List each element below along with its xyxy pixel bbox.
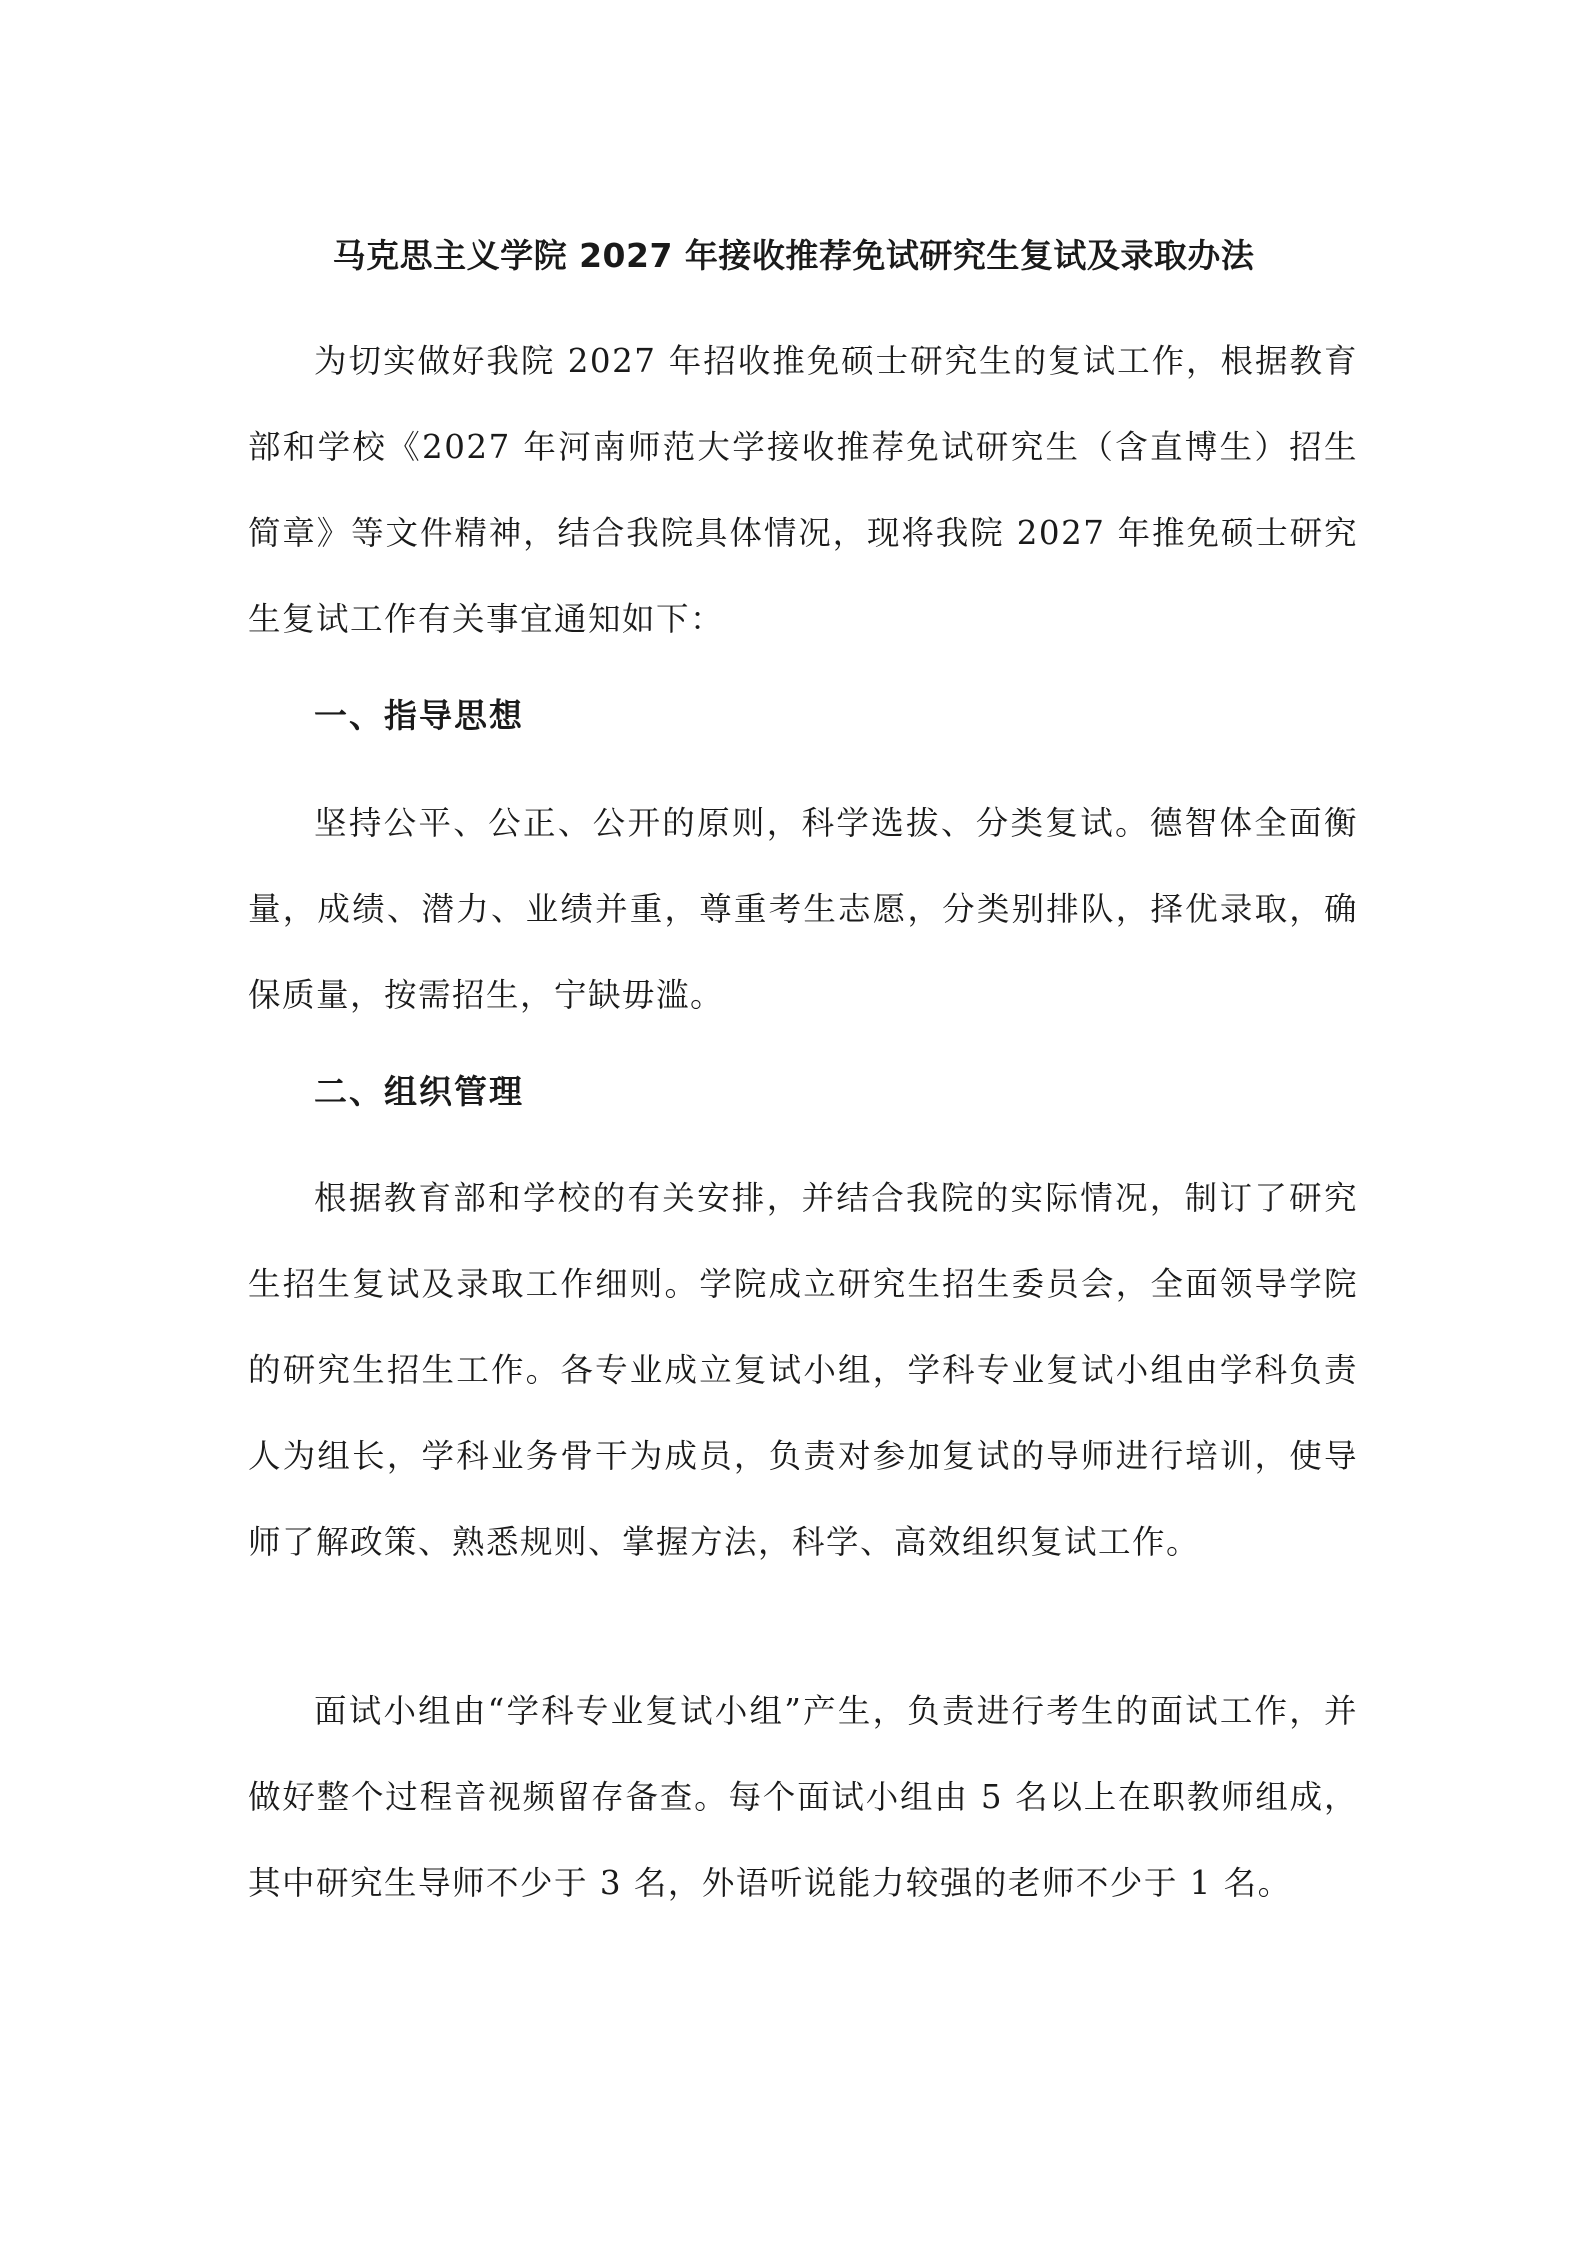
intro-paragraph: 为切实做好我院 2027 年招收推免硕士研究生的复试工作，根据教育部和学校《2027 年河南师范大学接收推荐免试研究生（含直博生）招生简章》等文件精神，结合我院具体情况，现将我院 2027 年推免硕士研究生复试工作有关事宜通知如下： — [248, 342, 1358, 638]
section-heading-organization: 二、组织管理 — [314, 1072, 524, 1111]
organization-paragraph-1: 根据教育部和学校的有关安排，并结合我院的实际情况，制订了研究生招生复试及录取工作细则。学院成立研究生招生委员会，全面领导学院的研究生招生工作。各专业成立复试小组，学科专业复试小组由学科负责人为组长，学科业务骨干为成员，负责对参加复试的导师进行培训，使导师了解政策、熟悉规则、掌握方法，科学、高效组织复试工作。 — [248, 1179, 1358, 1561]
organization-paragraph-2: 面试小组由“学科专业复试小组”产生，负责进行考生的面试工作，并做好整个过程音视频留存备查。每个面试小组由 5 名以上在职教师组成，其中研究生导师不少于 3 名，外语听说能力较强的老师不少于 1 名。 — [248, 1692, 1358, 1902]
section-heading-guiding-thought: 一、指导思想 — [314, 696, 524, 735]
guiding-thought-paragraph: 坚持公平、公正、公开的原则，科学选拔、分类复试。德智体全面衡量，成绩、潜力、业绩并重，尊重考生志愿，分类别排队，择优录取，确保质量，按需招生，宁缺毋滥。 — [248, 804, 1358, 1014]
document-title: 马克思主义学院 2027 年接收推荐免试研究生复试及录取办法 — [332, 236, 1255, 275]
